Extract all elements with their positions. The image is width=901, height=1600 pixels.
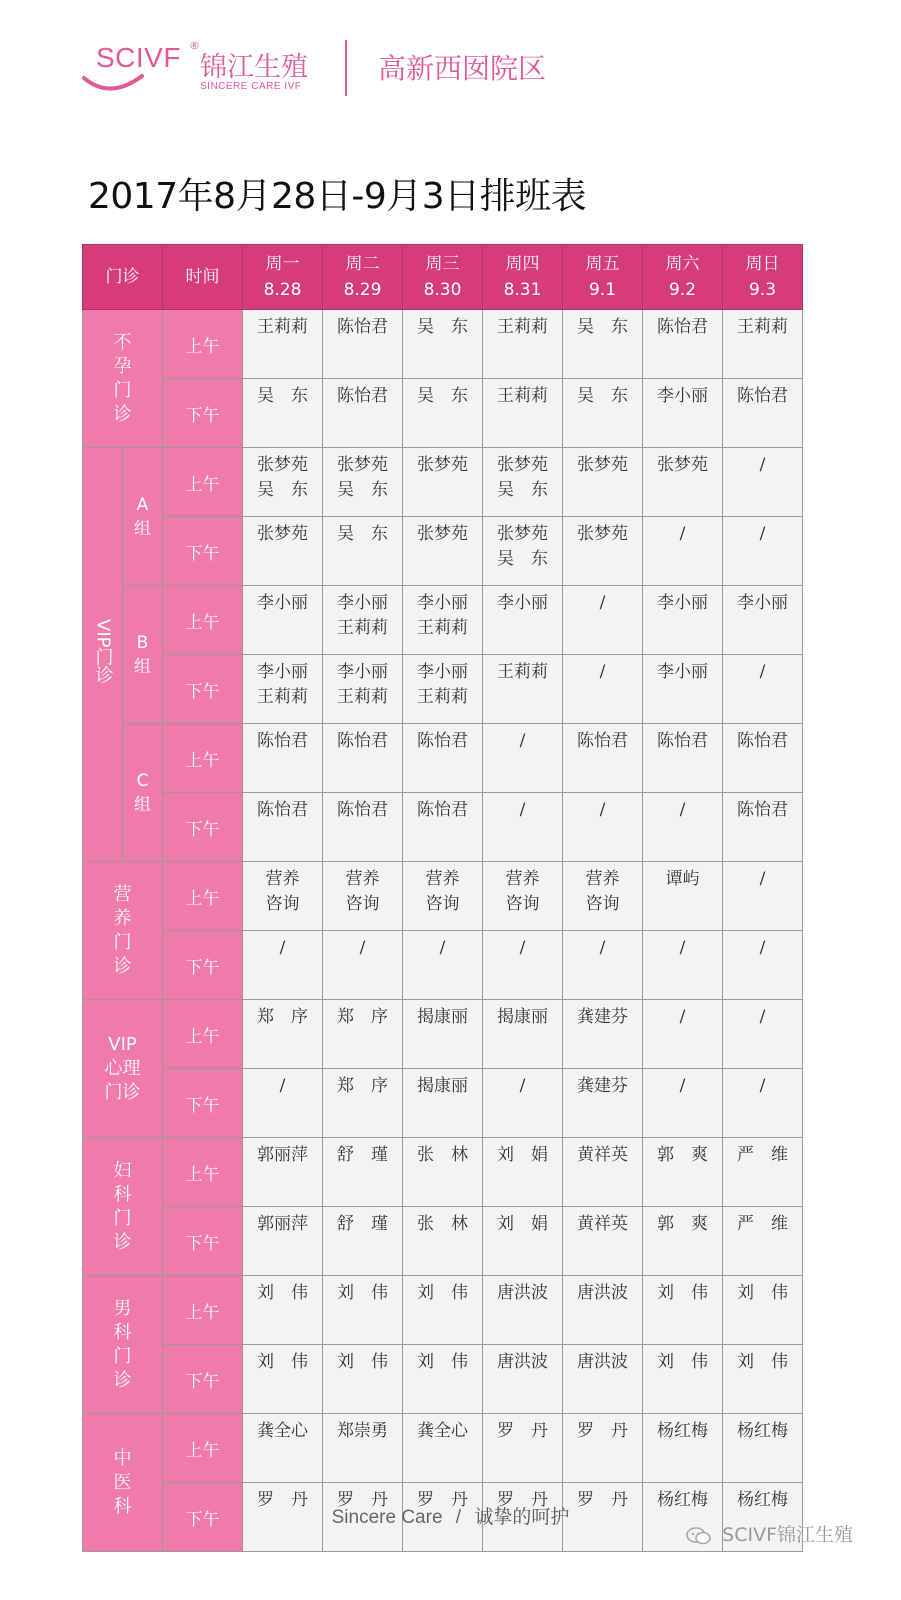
wechat-icon [686, 1526, 712, 1546]
logo-registered-mark: ® [189, 39, 200, 52]
time-afternoon: 下午 [163, 1345, 243, 1414]
schedule-cell: / [563, 931, 643, 1000]
schedule-cell: 李小丽 王莉莉 [323, 655, 403, 724]
schedule-cell: 张梦苑 吴 东 [483, 517, 563, 586]
schedule-cell: / [563, 655, 643, 724]
table-row [83, 1276, 803, 1345]
time-morning: 上午 [163, 1138, 243, 1207]
schedule-cell: 王莉莉 [723, 310, 803, 379]
time-morning: 上午 [163, 310, 243, 379]
schedule-cell: 陈怡君 [243, 724, 323, 793]
schedule-cell: 龚全心 [243, 1414, 323, 1483]
schedule-cell: 张梦苑 吴 东 [323, 448, 403, 517]
table-row [83, 1345, 803, 1414]
schedule-cell: 营养 咨询 [243, 862, 323, 931]
schedule-cell: 刘 伟 [403, 1276, 483, 1345]
schedule-cell: 杨红梅 [643, 1414, 723, 1483]
time-afternoon: 下午 [163, 1069, 243, 1138]
header [0, 0, 901, 110]
schedule-cell: 杨红梅 [723, 1414, 803, 1483]
table-row [83, 1207, 803, 1276]
schedule-cell: 罗 丹 [483, 1483, 563, 1552]
schedule-cell: 王莉莉 [483, 655, 563, 724]
schedule-cell: 刘 伟 [243, 1345, 323, 1414]
header-day-4 [483, 245, 563, 310]
schedule-cell: 李小丽 王莉莉 [403, 586, 483, 655]
table-row [83, 724, 803, 793]
time-afternoon: 下午 [163, 379, 243, 448]
dept-label: 营 养 门 诊 [83, 862, 163, 1000]
schedule-cell: 李小丽 王莉莉 [323, 586, 403, 655]
schedule-cell: 舒 瑾 [323, 1138, 403, 1207]
day-name: 周日 [745, 254, 780, 274]
schedule-cell: 王莉莉 [243, 310, 323, 379]
schedule-cell: 吴 东 [323, 517, 403, 586]
schedule-cell: 营养 咨询 [323, 862, 403, 931]
schedule-cell: 罗 丹 [243, 1483, 323, 1552]
schedule-cell: 张梦苑 吴 东 [243, 448, 323, 517]
schedule-cell: / [723, 517, 803, 586]
schedule-cell: 陈怡君 [723, 724, 803, 793]
table-row [83, 793, 803, 862]
schedule-cell: 李小丽 [643, 655, 723, 724]
dept-label: VIP 心理 门诊 [83, 1000, 163, 1138]
schedule-cell: 唐洪波 [563, 1345, 643, 1414]
day-name: 周四 [505, 254, 540, 274]
schedule-cell: / [643, 1000, 723, 1069]
schedule-cell: 黄祥英 [563, 1207, 643, 1276]
schedule-cell: 郑 序 [323, 1000, 403, 1069]
schedule-cell: 吴 东 [563, 310, 643, 379]
schedule-cell: 营养 咨询 [403, 862, 483, 931]
schedule-cell: / [643, 517, 723, 586]
schedule-cell: 王莉莉 [483, 379, 563, 448]
schedule-cell: 李小丽 [483, 586, 563, 655]
campus-name: 高新西囡院区 [378, 52, 547, 85]
day-name: 周六 [665, 254, 700, 274]
schedule-cell: 郭 爽 [643, 1138, 723, 1207]
schedule-cell: 龚全心 [403, 1414, 483, 1483]
schedule-cell: / [723, 862, 803, 931]
schedule-cell: / [323, 931, 403, 1000]
schedule-cell: 张梦苑 [243, 517, 323, 586]
schedule-cell: 龚建芬 [563, 1069, 643, 1138]
time-afternoon: 下午 [163, 655, 243, 724]
schedule-cell: 唐洪波 [483, 1276, 563, 1345]
table-row [83, 1000, 803, 1069]
slogan-cn: 诚挚的呵护 [474, 1506, 570, 1528]
logo-chinese-name: 锦江生殖 [200, 52, 308, 83]
day-date: 8.30 [423, 280, 462, 300]
table-row [83, 448, 803, 517]
table-row [83, 931, 803, 1000]
schedule-cell: 刘 娟 [483, 1207, 563, 1276]
schedule-cell: 营养 咨询 [483, 862, 563, 931]
header-day-2 [323, 245, 403, 310]
schedule-cell: 龚建芬 [563, 1000, 643, 1069]
schedule-cell: 刘 伟 [723, 1276, 803, 1345]
schedule-cell: 李小丽 [723, 586, 803, 655]
header-time: 时间 [163, 245, 243, 310]
time-morning: 上午 [163, 862, 243, 931]
schedule-cell: / [723, 448, 803, 517]
time-morning: 上午 [163, 1000, 243, 1069]
header-dept: 门诊 [83, 245, 163, 310]
schedule-cell: 陈怡君 [643, 724, 723, 793]
day-name: 周三 [425, 254, 460, 274]
schedule-cell: 李小丽 [643, 586, 723, 655]
schedule-table [82, 244, 803, 1552]
dept-label: 妇 科 门 诊 [83, 1138, 163, 1276]
schedule-cell: 唐洪波 [483, 1345, 563, 1414]
schedule-cell: 陈怡君 [403, 793, 483, 862]
schedule-cell: 张梦苑 [563, 448, 643, 517]
schedule-cell: / [643, 793, 723, 862]
day-date: 8.28 [263, 280, 302, 300]
schedule-cell: 陈怡君 [323, 310, 403, 379]
schedule-cell: 严 维 [723, 1138, 803, 1207]
schedule-cell: / [723, 1069, 803, 1138]
schedule-cell: 张梦苑 [643, 448, 723, 517]
schedule-cell: 刘 伟 [323, 1345, 403, 1414]
schedule-cell: / [243, 931, 323, 1000]
schedule-cell: 张梦苑 吴 东 [483, 448, 563, 517]
schedule-cell: / [723, 931, 803, 1000]
schedule-cell: / [483, 724, 563, 793]
schedule-cell: 郭丽萍 [243, 1207, 323, 1276]
schedule-cell: / [723, 1000, 803, 1069]
day-name: 周五 [585, 254, 620, 274]
day-name: 周二 [345, 254, 380, 274]
dept-label: 中 医 科 [83, 1414, 163, 1552]
schedule-cell: / [643, 1069, 723, 1138]
time-afternoon: 下午 [163, 1207, 243, 1276]
schedule-cell: 陈怡君 [323, 793, 403, 862]
wechat-account-name: SCIVF锦江生殖 [722, 1524, 853, 1546]
time-afternoon: 下午 [163, 793, 243, 862]
schedule-cell: 谭屿 [643, 862, 723, 931]
schedule-cell: 刘 伟 [723, 1345, 803, 1414]
schedule-cell: 揭康丽 [483, 1000, 563, 1069]
schedule-cell: 李小丽 [643, 379, 723, 448]
schedule-cell: 罗 丹 [563, 1414, 643, 1483]
schedule-cell: 陈怡君 [563, 724, 643, 793]
slogan-en: Sincere Care [331, 1507, 443, 1528]
table-row [83, 310, 803, 379]
vip-group-label: B 组 [123, 586, 163, 724]
schedule-cell: 吴 东 [243, 379, 323, 448]
table-header-row [83, 245, 803, 310]
schedule-cell: / [483, 1069, 563, 1138]
table-row [83, 379, 803, 448]
schedule-cell: 揭康丽 [403, 1069, 483, 1138]
table-row [83, 655, 803, 724]
table-row [83, 586, 803, 655]
dept-label: 不 孕 门 诊 [83, 310, 163, 448]
logo-text: SCIVF [96, 42, 181, 73]
table-row [83, 1138, 803, 1207]
schedule-cell: 李小丽 王莉莉 [243, 655, 323, 724]
dept-label: 男 科 门 诊 [83, 1276, 163, 1414]
schedule-cell: 刘 伟 [243, 1276, 323, 1345]
schedule-cell: 罗 丹 [563, 1483, 643, 1552]
table-row [83, 1069, 803, 1138]
schedule-cell: / [483, 793, 563, 862]
schedule-cell: 刘 伟 [403, 1345, 483, 1414]
schedule-cell: 陈怡君 [323, 724, 403, 793]
schedule-cell: / [243, 1069, 323, 1138]
schedule-cell: / [643, 931, 723, 1000]
schedule-cell: 罗 丹 [403, 1483, 483, 1552]
schedule-cell: / [563, 793, 643, 862]
schedule-cell: 唐洪波 [563, 1276, 643, 1345]
day-date: 9.3 [748, 280, 777, 300]
schedule-cell: 杨红梅 [723, 1483, 803, 1552]
header-day-6 [643, 245, 723, 310]
schedule-cell: 揭康丽 [403, 1000, 483, 1069]
dept-vip-label: VIP门诊 [83, 448, 123, 862]
schedule-cell: 刘 伟 [323, 1276, 403, 1345]
schedule-cell: 王莉莉 [483, 310, 563, 379]
vip-group-label: A 组 [123, 448, 163, 586]
header-day-5 [563, 245, 643, 310]
logo-subtitle: SINCERE CARE IVF [200, 81, 302, 92]
schedule-cell: / [403, 931, 483, 1000]
schedule-cell: 刘 娟 [483, 1138, 563, 1207]
header-day-3 [403, 245, 483, 310]
schedule-cell: 郑崇勇 [323, 1414, 403, 1483]
schedule-cell: 李小丽 王莉莉 [403, 655, 483, 724]
wechat-watermark [686, 1520, 853, 1547]
table-row [83, 862, 803, 931]
header-divider [345, 40, 347, 96]
schedule-cell: 罗 丹 [323, 1483, 403, 1552]
page-title: 2017年8月28日-9月3日排班表 [88, 176, 587, 217]
slogan-separator: / [455, 1507, 462, 1528]
schedule-cell: 陈怡君 [643, 310, 723, 379]
day-date: 8.31 [503, 280, 542, 300]
schedule-cell: 陈怡君 [723, 793, 803, 862]
schedule-cell: 张 林 [403, 1207, 483, 1276]
schedule-cell: 黄祥英 [563, 1138, 643, 1207]
time-afternoon: 下午 [163, 517, 243, 586]
schedule-cell: / [483, 931, 563, 1000]
schedule-cell: 陈怡君 [323, 379, 403, 448]
schedule-cell: 陈怡君 [243, 793, 323, 862]
schedule-cell: 严 维 [723, 1207, 803, 1276]
header-day-1 [243, 245, 323, 310]
day-name: 周一 [265, 254, 300, 274]
time-morning: 上午 [163, 1276, 243, 1345]
time-morning: 上午 [163, 724, 243, 793]
schedule-cell: 郑 序 [243, 1000, 323, 1069]
day-date: 9.2 [668, 280, 697, 300]
schedule-cell: 张梦苑 [403, 517, 483, 586]
schedule-cell: 郭丽萍 [243, 1138, 323, 1207]
schedule-cell: 营养 咨询 [563, 862, 643, 931]
schedule-cell: 郑 序 [323, 1069, 403, 1138]
table-row [83, 517, 803, 586]
schedule-cell: 陈怡君 [403, 724, 483, 793]
schedule-cell: 吴 东 [403, 379, 483, 448]
schedule-cell: 罗 丹 [483, 1414, 563, 1483]
schedule-cell: / [723, 655, 803, 724]
schedule-cell: / [563, 586, 643, 655]
schedule-cell: 张梦苑 [563, 517, 643, 586]
schedule-cell: 张 林 [403, 1138, 483, 1207]
schedule-cell: 陈怡君 [723, 379, 803, 448]
schedule-cell: 吴 东 [563, 379, 643, 448]
schedule-cell: 李小丽 [243, 586, 323, 655]
schedule-cell: 郭 爽 [643, 1207, 723, 1276]
time-morning: 上午 [163, 1414, 243, 1483]
table-row [83, 1414, 803, 1483]
day-date: 9.1 [588, 280, 617, 300]
time-afternoon: 下午 [163, 1483, 243, 1552]
header-day-7 [723, 245, 803, 310]
day-date: 8.29 [343, 280, 382, 300]
schedule-cell: 杨红梅 [643, 1483, 723, 1552]
schedule-cell: 刘 伟 [643, 1345, 723, 1414]
schedule-cell: 舒 瑾 [323, 1207, 403, 1276]
time-afternoon: 下午 [163, 931, 243, 1000]
schedule-cell: 张梦苑 [403, 448, 483, 517]
vip-group-label: C 组 [123, 724, 163, 862]
schedule-cell: 刘 伟 [643, 1276, 723, 1345]
time-morning: 上午 [163, 448, 243, 517]
schedule-cell: 吴 东 [403, 310, 483, 379]
time-morning: 上午 [163, 586, 243, 655]
